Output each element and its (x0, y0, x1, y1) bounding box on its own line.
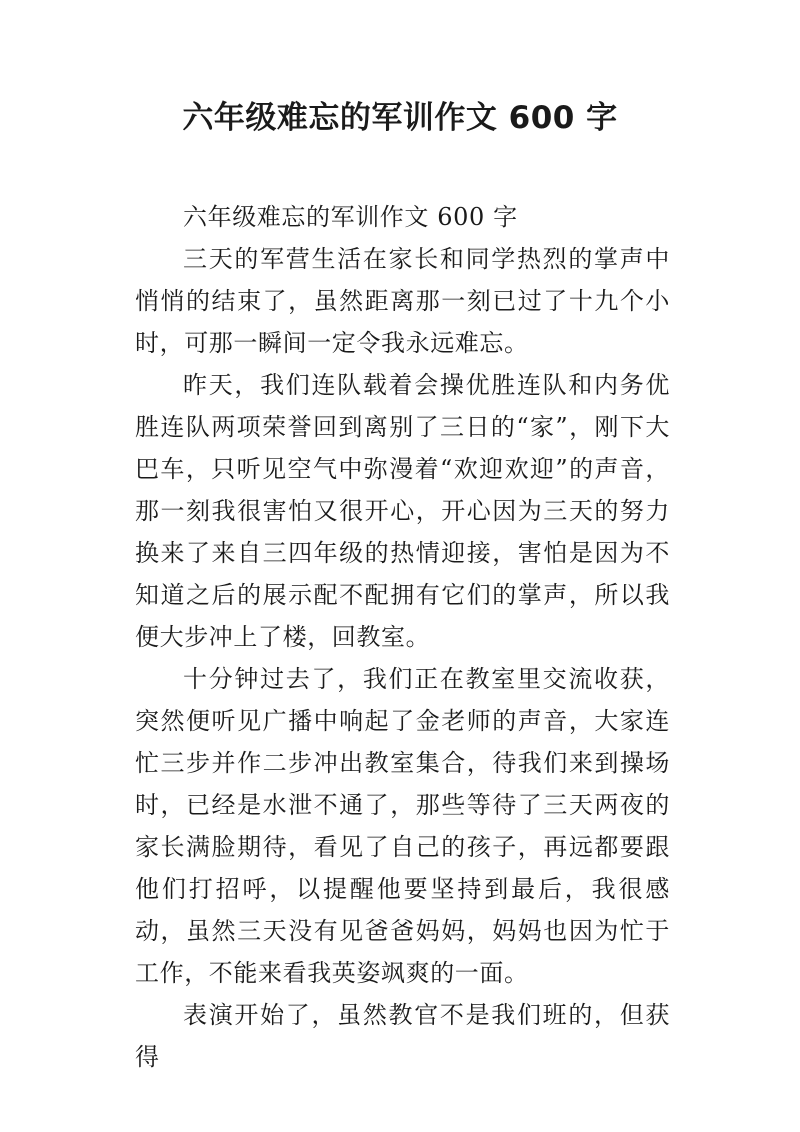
paragraph: 表演开始了，虽然教官不是我们班的，但获得 (135, 1001, 670, 1071)
paragraph: 十分钟过去了，我们正在教室里交流收获，突然便听见广播中响起了金老师的声音，大家连忙三步并作二步冲出教室集合，待我们来到操场时，已经是水泄不通了，那些等待了三天两夜的家长满脸期待，看见了自己的孩子，再远都要跟他们打招呼，以提醒他要坚持到最后，我很感动，虽然三天没有见爸爸妈妈，妈妈也因为忙于工作，不能来看我英姿飒爽的一面。 (135, 665, 670, 987)
paragraph: 昨天，我们连队载着会操优胜连队和内务优胜连队两项荣誉回到离别了三日的“家”，刚下大巴车，只听见空气中弥漫着“欢迎欢迎”的声音，那一刻我很害怕又很开心，开心因为三天的努力换来了来自三四年级的热情迎接，害怕是因为不知道之后的展示配不配拥有它们的掌声，所以我便大步冲上了楼，回教室。 (135, 371, 670, 651)
document-body (135, 196, 670, 1078)
paragraph: 三天的军营生活在家长和同学热烈的掌声中悄悄的结束了，虽然距离那一刻已过了十九个小时，可那一瞬间一定令我永远难忘。 (135, 245, 670, 357)
paragraph-subtitle: 六年级难忘的军训作文 600 字 (183, 203, 518, 231)
document-title: 六年级难忘的军训作文 600 字 (182, 100, 618, 136)
